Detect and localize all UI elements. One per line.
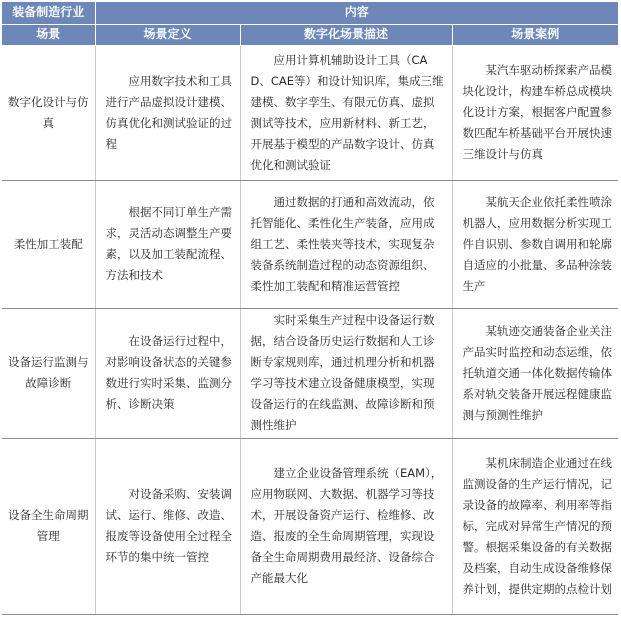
description-cell: 应用计算机辅助设计工具（CAD、CAE等）和设计知识库，集成三维建模、数字孪生、有限元仿真、虚拟测试等技术，应用新材料、新工艺，开展基于模型的产品数字设计、仿真优化和测试验证 — [240, 45, 452, 180]
table-row — [2, 45, 618, 180]
scene-cell: 数字化设计与仿真 — [2, 45, 95, 180]
header-row-top — [2, 2, 618, 24]
description-cell: 建立企业设备管理系统（EAM），应用物联网、大数据、机器学习等技术，开展设备资产运行、检维修、改造、报废的全生命周期管理，实现设备全生命周期费用最经济、设备综合产能最大化 — [240, 438, 452, 614]
scene-cell: 设备运行监测与故障诊断 — [2, 308, 95, 438]
description-cell: 实时采集生产过程中设备运行数据，结合设备历史运行数据和人工诊断专家规则库，通过机理分析和机器学习等技术建立设备健康模型，实现设备运行的在线监测、故障诊断和预测性维护 — [240, 308, 452, 438]
description-cell: 通过数据的打通和高效流动，依托智能化、柔性化生产装备，应用成组工艺、柔性装夹等技术，实现复杂装备系统制造过程的动态资源组织、柔性加工装配和精准运营管控 — [240, 180, 452, 308]
definition-cell: 对设备采购、安装调试、运行、维修、改造、报废等设备使用全过程全环节的集中统一管控 — [95, 438, 240, 614]
header-content: 内容 — [95, 2, 618, 24]
case-cell: 某轨迹交通装备企业关注产品实时监控和动态运维，依托轨道交通一体化数据传输体系对轨交装备开展远程健康监测与预测性维护 — [452, 308, 618, 438]
table-row — [2, 180, 618, 308]
scene-cell: 柔性加工装配 — [2, 180, 95, 308]
header-row-bottom — [2, 24, 618, 45]
scene-cell: 设备全生命周期管理 — [2, 438, 95, 614]
definition-cell: 在设备运行过程中，对影响设备状态的关键参数进行实时采集、监测分析、诊断决策 — [95, 308, 240, 438]
header-scene: 场景 — [2, 24, 95, 45]
scenario-table — [2, 2, 618, 615]
header-description: 数字化场景描述 — [240, 24, 452, 45]
case-cell: 某航天企业依托柔性喷涂机器人，应用数据分析实现工件自识别、参数自调用和轮廓自适应的小批量、多品种涂装生产 — [452, 180, 618, 308]
header-industry-scene: 装备制造行业 — [2, 2, 95, 24]
header-case: 场景案例 — [452, 24, 618, 45]
definition-cell: 应用数字技术和工具进行产品虚拟设计建模、仿真优化和测试验证的过程 — [95, 45, 240, 180]
table-body — [2, 45, 618, 614]
case-cell: 某机床制造企业通过在线监测设备的生产运行情况，记录设备的故障率、利用率等指标，完成对异常生产情况的预警。根据采集设备的有关数据及档案，自动生成设备维修保养计划，提供定期的点检计划 — [452, 438, 618, 614]
definition-cell: 根据不同订单生产需求，灵活动态调整生产要素，以及加工装配流程、方法和技术 — [95, 180, 240, 308]
case-cell: 某汽车驱动桥探索产品模块化设计，构建车桥总成模块化设计方案，根据客户配置参数匹配车桥基础平台开展快速三维设计与仿真 — [452, 45, 618, 180]
table-header — [2, 2, 618, 45]
table-row — [2, 308, 618, 438]
header-definition: 场景定义 — [95, 24, 240, 45]
table-row — [2, 438, 618, 614]
